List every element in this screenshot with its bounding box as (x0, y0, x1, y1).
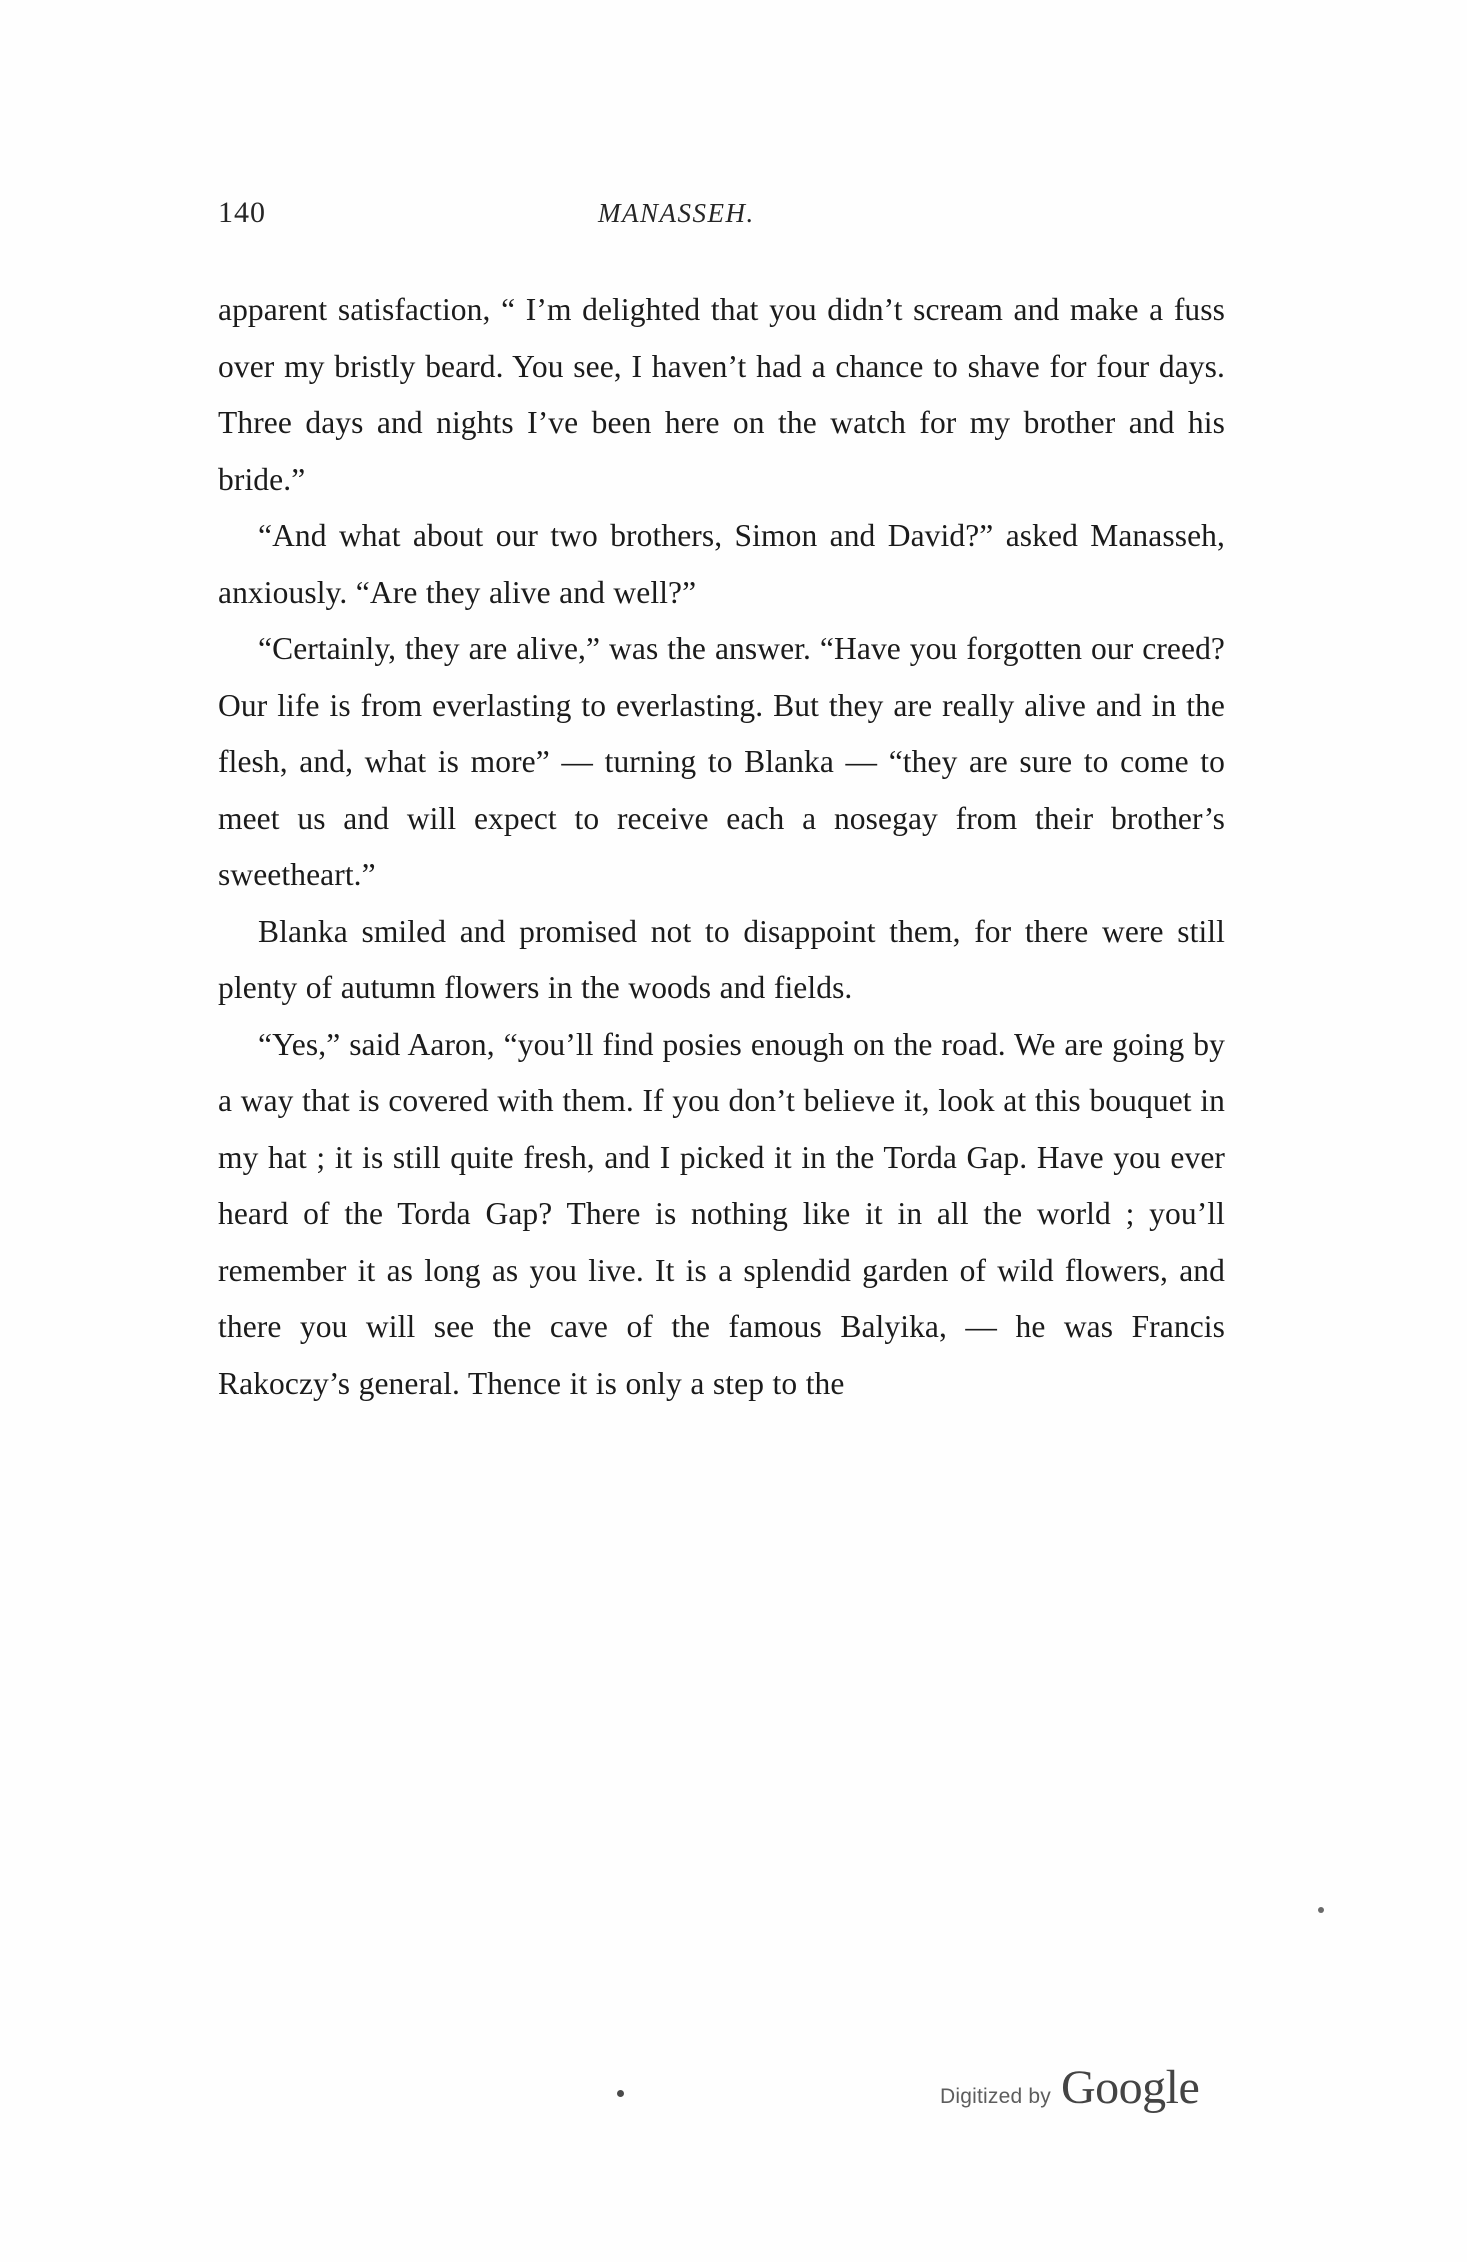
paragraph: “Yes,” said Aaron, “you’ll find posies enough on the road. We are going by a way that is covered with them. If you don’t believe it, look at this bouquet in my hat ; it is still quite fresh, and I picked it in the Torda Gap. Have you ever heard of the Torda Gap? There is nothing like it in all the world ; you’ll remember it as long as you live. It is a splendid garden of wild flowers, and there you will see the cave of the famous Balyika, — he was Francis Rakoczy’s general. Thence it is only a step to the (218, 1026, 1225, 1401)
page-header (218, 196, 1238, 236)
scan-artifact-dot (1318, 1907, 1324, 1913)
digitized-by-label: Digitized by (940, 2085, 1051, 2108)
paragraph: Blanka smiled and promised not to disappoint them, for there were still plenty of autumn flowers in the woods and fields. (218, 913, 1225, 1005)
scan-artifact-dot (617, 2090, 624, 2097)
google-logo-text: Google (1060, 2061, 1200, 2114)
running-title: MANASSEH. (598, 198, 755, 228)
paragraph: apparent satisfaction, “ I’m delighted that you didn’t scream and make a fuss over my bristly beard. You see, I haven’t had a chance to shave for four days. Three days and nights I’ve been here on the watch for my brother and his bride.” (218, 292, 1225, 497)
paragraph: “And what about our two brothers, Simon and David?” asked Manasseh, anxiously. “Are they alive and well?” (218, 518, 1225, 610)
page-body (218, 282, 1225, 1412)
paragraph: “Certainly, they are alive,” was the answer. “Have you forgotten our creed? Our life is from everlasting to everlasting. But they are really alive and in the flesh, and, what is more” — turning to Blanka — “they are sure to come to meet us and will expect to receive each a nosegay from their brother’s sweetheart.” (218, 631, 1225, 892)
page-number: 140 (218, 196, 266, 229)
digitization-watermark (940, 2060, 1270, 2130)
